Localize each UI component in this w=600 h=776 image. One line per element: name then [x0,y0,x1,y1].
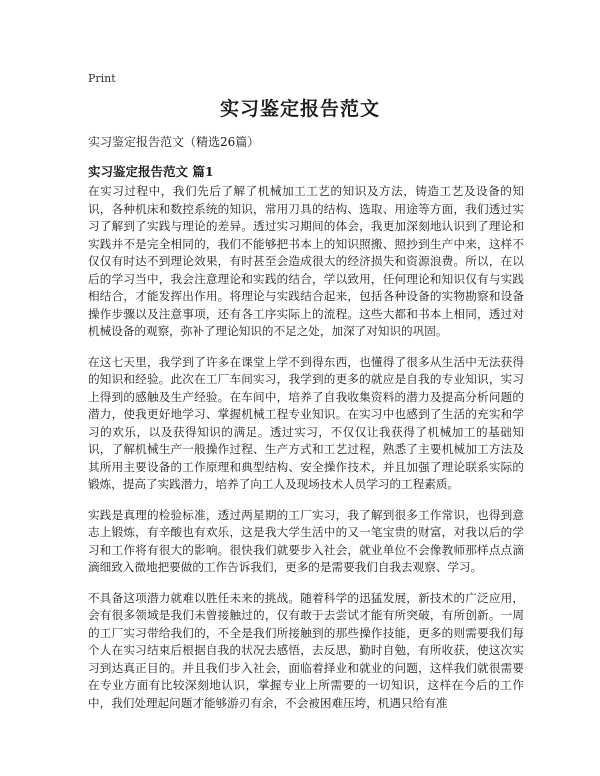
document-subtitle: 实习鉴定报告范文（精选26篇） [88,135,260,149]
print-label[interactable]: Print [88,72,116,85]
paragraph-4: 不具备这项潜力就难以胜任未来的挑战。随着科学的迅猛发展，新技术的广泛应用，会有很多领域是我们未曾接触过的，仅有敢于去尝试才能有所突破，有所创新。一周的工厂实习带给我们的，不全是我们所接触到的那些操作技能，更多的则需要我们每个人在实习结束后根据自我的状况去感悟，去反思，勤时自勉，有所收获，使这次实习到达真正目的。并且我们步入社会，面临着择业和就业的问题，这样我们就很需要在专业方面有比较深刻地认识，掌握专业上所需要的一切知识，这样在今后的工作中，我们处理起问题才能够游刃有余，不会被困难压垮，机遇只给有准 [88,590,524,710]
paragraph-1: 在实习过程中，我们先后了解了机械加工工艺的知识及方法，铸造工艺及设备的知识，各种机床和数控系统的知识，常用刀具的结构、选取、用途等方面，我们透过实习了解到了实践与理论的差异。透过实习期间的体会，我更加深刻地认识到了理论和实践并不是完全相同的，我们不能够把书本上的知识照搬、照抄到生产中来，这样不仅仅有时达不到理论效果，有时甚至会造成很大的经济损失和资源浪费。所以，在以后的学习当中，我会注意理论和实践的结合，学以致用，任何理论和知识仅有与实践相结合，才能发挥出作用。将理论与实践结合起来，包括各种设备的实物勘察和设备操作步骤以及注意事项，还有各工序实际上的流程。这些大都和书本上相同，透过对机械设备的观察，弥补了理论知识的不足之处，加深了对知识的巩固。 [88,184,524,338]
paragraph-2: 在这七天里，我学到了许多在课堂上学不到得东西，也懂得了很多从生活中无法获得的知识和经验。此次在工厂车间实习，我学到的更多的就应是自我的专业知识，实习上得到的感触及生产经验。在车间中，培养了自我收集资料的潜力及提高分析问题的潜力，使我更好地学习、掌握机械工程专业知识。在实习中也感到了生活的充实和学习的欢乐，以及获得知识的满足。透过实习，不仅仅让我获得了机械加工的基础知识，了解机械生产一般操作过程、生产方式和工艺过程，熟悉了主要机械加工方法及其所用主要设备的工作原理和典型结构、安全操作技术，并且加强了理论联系实际的锻炼，提高了实践潜力，培养了向工人及现场技术人员学习的工程素质。 [88,354,524,491]
document-title: 实习鉴定报告范文 [219,98,380,120]
document-body [88,183,524,725]
section-title: 实习鉴定报告范文 篇1 [88,164,214,179]
paragraph-3: 实践是真理的检验标准，透过两星期的工厂实习，我了解到很多工作常识，也得到意志上锻炼，有辛酸也有欢乐，这是我大学生活中的又一笔宝贵的财富，对我以后的学习和工作将有很大的影响。很快我们就要步入社会，就业单位不会像教师那样点点滴滴细致入微地把要做的工作告诉我们，更多的是需要我们自我去观察、学习。 [88,507,524,574]
